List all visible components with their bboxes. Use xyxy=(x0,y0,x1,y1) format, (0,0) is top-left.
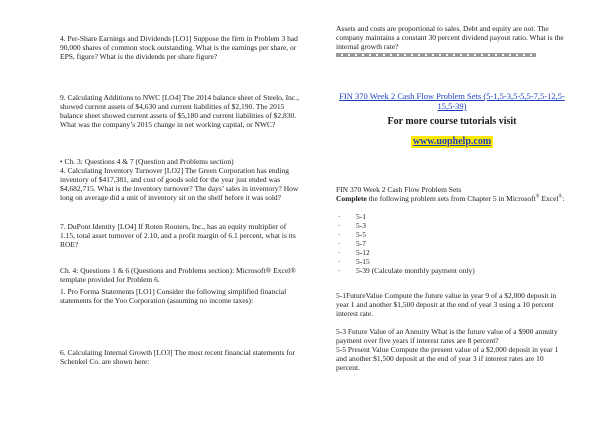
internal-growth-text: Assets and costs are proportional to sales. Debt and equity are not. The company maintains a constant 30 percent dividend payout ratio. What is the internal growth rate? xyxy=(336,24,564,51)
promo-text: For more course tutorials visit xyxy=(387,116,517,127)
list-item: · 5-3 xyxy=(336,221,568,230)
colon: : xyxy=(562,194,565,203)
problem-sets-heading: FIN 370 Week 2 Cash Flow Problem Sets xyxy=(336,185,462,194)
chapter-3-heading: • Ch. 3: Questions 4 & 7 (Question and Problems section) xyxy=(60,157,234,166)
complete-word: Complete xyxy=(336,194,367,203)
chapter-4-question-6: 6. Calculating Internal Growth [LO3] The most recent financial statements for Schenkel Co. are shown here: xyxy=(60,348,295,366)
problem-5-1: 5-1FutureValue Compute the future value in year 9 of a $2,000 deposit in year 1 and another $1,500 deposit at the end of year 3 using a 10 percent interest rate. xyxy=(336,291,557,318)
site-link-wrapper xyxy=(336,136,568,148)
complete-tail: Excel xyxy=(539,194,559,203)
problem-5-3: 5-3 Future Value of an Annuity What is the future value of a $900 annuity payment over five years if interest rates are 8 percent? xyxy=(336,327,558,345)
chapter-3-question-7: 7. DuPont Identity [LO4] If Roten Rooters, Inc., has an equity multiplier of 1.15, total asset turnover of 2.10, and a profit margin of 6.1 percent, what is its ROE? xyxy=(60,222,296,249)
course-link[interactable]: FIN 370 Week 2 Cash Flow Problem Sets (5-1,5-3,5-5,5-7,5-12,5-15,5-39) xyxy=(339,91,565,111)
internal-growth-block xyxy=(336,24,568,57)
problem-5-5: 5-5 Present Value Compute the present value of a $2,000 deposit in year 1 and another $1,500 deposit at the end of year 3 if interest rates are 10 percent. xyxy=(336,345,559,372)
chapter-3-question-4: 4. Calculating Inventory Turnover [LO2] The Green Corporation has ending inventory of $417,381, and cost of goods sold for the year just ended was $4,682,715. What is the inventory turnover? The days’ sales in inventory? How long on average did a unit of inventory sit on the shelf before it was sold? xyxy=(60,166,299,202)
site-link[interactable]: www.uophelp.com xyxy=(412,136,492,147)
complete-mid: the following problem sets from Chapter 5 in Microsoft xyxy=(366,194,536,203)
registered-mark: ® xyxy=(558,194,563,200)
question-4-eps: 4. Per-Share Earnings and Dividends [LO1] Suppose the firm in Problem 3 had 90,000 shares of common stock outstanding. What is the earnings per share, or EPS, figure? What is the dividends per share figure? xyxy=(60,34,298,61)
chapter-4-heading: Ch. 4: Questions 1 & 6 (Questions and Problems section): Microsoft® Excel® template provided for Problem 6. xyxy=(60,266,296,284)
section-divider xyxy=(336,53,536,57)
problem-set-list xyxy=(336,212,568,275)
registered-mark: ® xyxy=(535,194,540,200)
list-item: · 5-39 (Calculate monthly payment only) xyxy=(336,266,568,275)
list-item: · 5-5 xyxy=(336,230,568,239)
complete-instructions xyxy=(336,194,568,203)
list-item: · 5-1 xyxy=(336,212,568,221)
list-item: · 5-15 xyxy=(336,257,568,266)
list-item: · 5-12 xyxy=(336,248,568,257)
question-9-nwc: 9. Calculating Additions to NWC [LO4] The 2014 balance sheet of Steelo, Inc., showed current assets of $4,630 and current liabilities of $2,190. The 2015 balance sheet showed current assets of $5,180 and current liabilities of $2,830. What was the company’s 2015 change in net working capital, or NWC? xyxy=(60,93,299,129)
chapter-4-question-1: 1. Pro Forma Statements [LO1] Consider the following simplified financial statements for the Yoo Corporation (assuming no income taxes): xyxy=(60,287,287,305)
list-item: · 5-7 xyxy=(336,239,568,248)
